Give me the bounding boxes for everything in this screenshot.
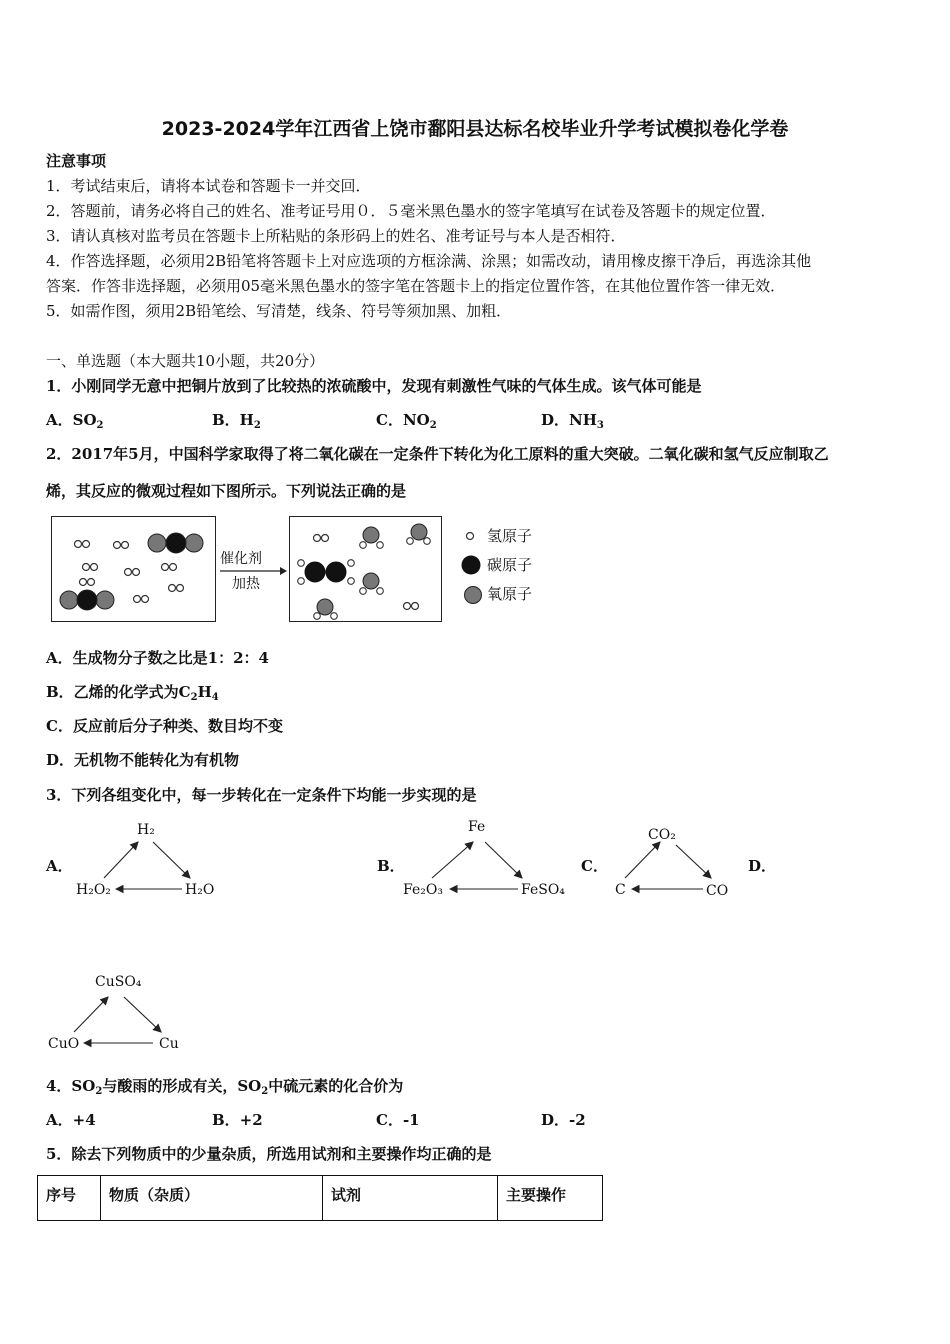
q3-a-right: H₂O [185, 882, 215, 898]
q2-option-c[interactable]: C．反应前后分子种类、数目均不变 [46, 717, 283, 735]
q3-b-left: Fe₂O₃ [403, 882, 443, 898]
header-operation: 主要操作 [498, 1176, 603, 1221]
notice-item: 3．请认真核对监考员在答题卡上所粘贴的条形码上的姓名、准考证号与本人是否相符． [46, 227, 626, 245]
q2-stem: 2．2017年5月，中国科学家取得了将二氧化碳在一定条件下转化为化工原料的重大突破。二氧化碳和氢气反应制取乙 [46, 445, 829, 463]
q1-option-a[interactable]: A．$SO_2$ [46, 411, 104, 431]
q3-option-b[interactable]: B． [377, 857, 405, 875]
legend-carbon: 碳原子 [487, 556, 533, 574]
q3-option-c[interactable]: C． [581, 857, 608, 875]
q3-b-top: Fe [468, 819, 486, 835]
q3-d-left: CuO [48, 1036, 80, 1052]
q3-option-a[interactable]: A． [46, 857, 73, 875]
q2-stem-continued: 烯，其反应的微观过程如下图所示。下列说法正确的是 [46, 482, 407, 500]
q4-option-b[interactable]: B．+2 [212, 1111, 263, 1129]
q3-d-top: CuSO₄ [95, 974, 142, 990]
notice-item: 答案．作答非选择题，必须用05毫米黑色墨水的签字笔在答题卡上的指定位置作答，在其他位置作答一律无效． [46, 277, 786, 295]
header-substance: 物质（杂质） [101, 1176, 323, 1221]
q4-stem: 4．$SO_2$与酸雨的形成有关，$SO_2$中硫元素的化合价为 [46, 1077, 404, 1097]
notice-item: 4．作答选择题，必须用2B铅笔将答题卡上对应选项的方框涂满、涂黑；如需改动，请用橡皮擦干净后，再选涂其他 [46, 252, 812, 270]
q2-option-a[interactable]: A．生成物分子数之比是1：2：4 [46, 649, 269, 667]
notice-item: 1．考试结束后，请将本试卷和答题卡一并交回． [46, 177, 371, 195]
q4-option-d[interactable]: D．-2 [541, 1111, 586, 1129]
legend-oxygen: 氧原子 [487, 585, 533, 603]
q3-stem: 3．下列各组变化中，每一步转化在一定条件下均能一步实现的是 [46, 786, 477, 804]
q1-option-c[interactable]: C．$NO_2$ [376, 411, 437, 431]
q5-stem: 5．除去下列物质中的少量杂质，所选用试剂和主要操作均正确的是 [46, 1145, 492, 1163]
notice-heading: 注意事项 [46, 152, 107, 170]
q4-option-c[interactable]: C．-1 [376, 1111, 420, 1129]
page-title: 2023-2024学年江西省上饶市鄱阳县达标名校毕业升学考试模拟卷化学卷 [161, 118, 789, 140]
header-reagent: 试剂 [323, 1176, 498, 1221]
header-index: 序号 [38, 1176, 101, 1221]
table-header-row [38, 1176, 603, 1221]
q3-d-right: Cu [159, 1036, 179, 1052]
q3-b-right: FeSO₄ [521, 882, 565, 898]
q3-a-top: H₂ [137, 822, 155, 838]
q3-c-top: CO₂ [648, 827, 676, 843]
q1-stem: 1．小刚同学无意中把铜片放到了比较热的浓硫酸中，发现有刺激性气味的气体生成。该气体可能是 [46, 377, 702, 395]
legend-hydrogen: 氢原子 [487, 527, 533, 545]
products-box [289, 516, 442, 622]
q1-option-b[interactable]: B．$H_2$ [212, 411, 261, 431]
q1-option-d[interactable]: D．$NH_3$ [541, 411, 604, 431]
q3-option-d[interactable]: D． [748, 857, 777, 875]
heat-label: 加热 [232, 576, 260, 592]
q5-table [37, 1175, 603, 1221]
q3-c-left: C [615, 882, 626, 898]
notice-item: 5．如需作图，须用2B铅笔绘、写清楚，线条、符号等须加黑、加粗． [46, 302, 512, 320]
section-heading: 一、单选题（本大题共10小题，共20分） [46, 352, 325, 370]
q2-option-b[interactable]: B．乙烯的化学式为$C_2H_4$ [46, 683, 219, 703]
q3-c-right: CO [706, 883, 729, 899]
notice-item: 2．答题前，请务必将自己的姓名、准考证号用０．５毫米黑色墨水的签字笔填写在试卷及答题卡的规定位置． [46, 202, 776, 220]
q4-option-a[interactable]: A．+4 [46, 1111, 96, 1129]
catalyst-label: 催化剂 [220, 551, 262, 567]
q2-option-d[interactable]: D．无机物不能转化为有机物 [46, 751, 240, 769]
reactants-box [51, 516, 216, 622]
q3-a-left: H₂O₂ [76, 882, 111, 898]
